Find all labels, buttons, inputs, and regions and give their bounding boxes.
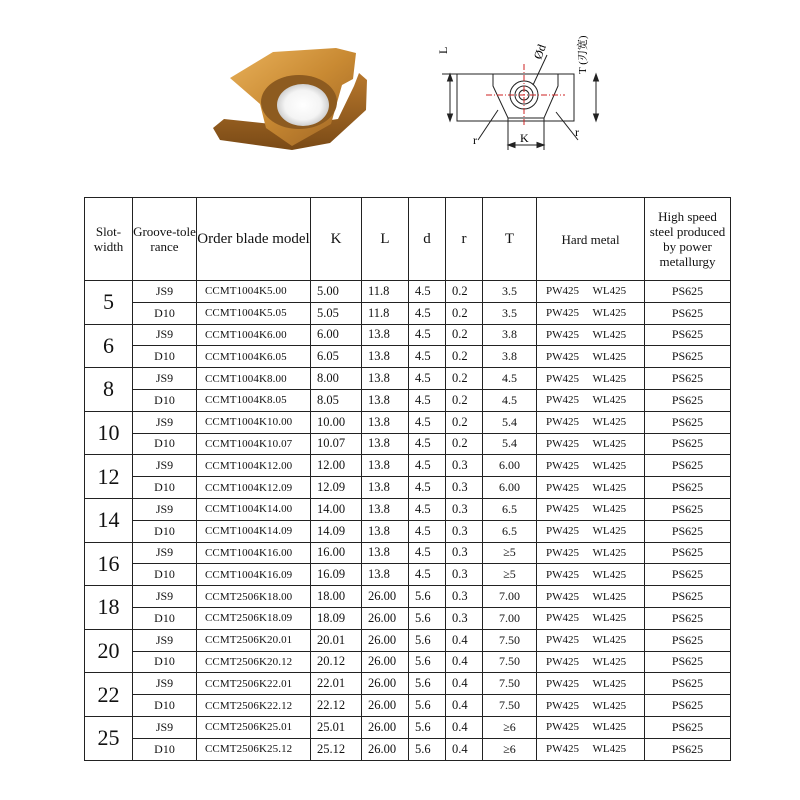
label-k: K: [520, 131, 529, 145]
hard-metal-pw-cell: PW425: [537, 542, 591, 564]
model-cell: CCMT1004K14.00: [197, 498, 311, 520]
l-cell: 26.00: [362, 716, 409, 738]
header-l: L: [362, 198, 409, 281]
l-arrow-bottom: [448, 114, 453, 121]
model-cell: CCMT1004K10.00: [197, 411, 311, 433]
groove-tolerance-cell: D10: [133, 389, 197, 411]
hss-cell: PS625: [645, 455, 731, 477]
hss-cell: PS625: [645, 477, 731, 499]
hss-cell: PS625: [645, 368, 731, 390]
r-cell: 0.2: [446, 368, 483, 390]
d-cell: 5.6: [409, 586, 446, 608]
hss-cell: PS625: [645, 542, 731, 564]
hss-cell: PS625: [645, 673, 731, 695]
model-cell: CCMT2506K22.01: [197, 673, 311, 695]
t-cell: 3.8: [483, 324, 537, 346]
d-cell: 4.5: [409, 411, 446, 433]
table-row: [85, 477, 731, 499]
r-cell: 0.2: [446, 389, 483, 411]
product-figure-svg: [0, 0, 800, 195]
r-cell: 0.2: [446, 324, 483, 346]
k-cell: 12.00: [311, 455, 362, 477]
groove-tolerance-cell: D10: [133, 520, 197, 542]
slot-width-cell: 8: [85, 368, 133, 412]
model-cell: CCMT1004K8.05: [197, 389, 311, 411]
groove-tolerance-cell: JS9: [133, 586, 197, 608]
hard-metal-wl-cell: WL425: [591, 651, 645, 673]
k-cell: 25.01: [311, 716, 362, 738]
t-cell: 4.5: [483, 389, 537, 411]
k-cell: 22.01: [311, 673, 362, 695]
hss-cell: PS625: [645, 411, 731, 433]
groove-tolerance-cell: D10: [133, 695, 197, 717]
r-cell: 0.2: [446, 433, 483, 455]
k-arrow-right: [537, 143, 544, 148]
groove-tolerance-cell: D10: [133, 651, 197, 673]
r-cell: 0.3: [446, 477, 483, 499]
r-cell: 0.4: [446, 651, 483, 673]
hard-metal-wl-cell: WL425: [591, 564, 645, 586]
hard-metal-wl-cell: WL425: [591, 281, 645, 303]
hard-metal-pw-cell: PW425: [537, 455, 591, 477]
k-cell: 25.12: [311, 738, 362, 760]
hss-cell: PS625: [645, 651, 731, 673]
t-cell: 7.00: [483, 586, 537, 608]
table-row: [85, 302, 731, 324]
k-cell: 18.00: [311, 586, 362, 608]
d-cell: 4.5: [409, 368, 446, 390]
groove-tolerance-cell: JS9: [133, 281, 197, 303]
model-cell: CCMT2506K20.01: [197, 629, 311, 651]
l-cell: 13.8: [362, 477, 409, 499]
hard-metal-wl-cell: WL425: [591, 346, 645, 368]
t-cell: 6.5: [483, 498, 537, 520]
t-cell: ≥5: [483, 564, 537, 586]
table-row: [85, 738, 731, 760]
table-row: [85, 716, 731, 738]
l-cell: 26.00: [362, 673, 409, 695]
d-cell: 5.6: [409, 629, 446, 651]
table-row: [85, 520, 731, 542]
slot-width-cell: 10: [85, 411, 133, 455]
k-arrow-left: [508, 143, 515, 148]
groove-tolerance-cell: D10: [133, 738, 197, 760]
hss-cell: PS625: [645, 607, 731, 629]
slot-width-cell: 22: [85, 673, 133, 717]
label-r-right: r: [575, 125, 579, 139]
hard-metal-wl-cell: WL425: [591, 411, 645, 433]
hard-metal-wl-cell: WL425: [591, 520, 645, 542]
r-left-leader: [478, 110, 498, 140]
r-cell: 0.2: [446, 302, 483, 324]
label-d: Ød: [530, 42, 549, 62]
r-cell: 0.4: [446, 629, 483, 651]
model-cell: CCMT1004K12.00: [197, 455, 311, 477]
t-cell: 6.5: [483, 520, 537, 542]
spec-table: [84, 197, 731, 761]
groove-tolerance-cell: D10: [133, 564, 197, 586]
d-cell: 4.5: [409, 564, 446, 586]
l-cell: 13.8: [362, 433, 409, 455]
model-cell: CCMT1004K6.00: [197, 324, 311, 346]
d-cell: 4.5: [409, 498, 446, 520]
k-cell: 8.05: [311, 389, 362, 411]
table-row: [85, 281, 731, 303]
hard-metal-wl-cell: WL425: [591, 302, 645, 324]
l-cell: 13.8: [362, 411, 409, 433]
t-cell: 7.50: [483, 651, 537, 673]
r-cell: 0.4: [446, 695, 483, 717]
hard-metal-wl-cell: WL425: [591, 738, 645, 760]
model-cell: CCMT1004K8.00: [197, 368, 311, 390]
model-cell: CCMT2506K25.12: [197, 738, 311, 760]
l-cell: 26.00: [362, 586, 409, 608]
t-cell: ≥5: [483, 542, 537, 564]
t-cell: 6.00: [483, 477, 537, 499]
hard-metal-pw-cell: PW425: [537, 629, 591, 651]
table-row: [85, 673, 731, 695]
t-cell: 5.4: [483, 411, 537, 433]
label-l: L: [436, 46, 450, 54]
d-cell: 5.6: [409, 738, 446, 760]
k-cell: 22.12: [311, 695, 362, 717]
hard-metal-wl-cell: WL425: [591, 324, 645, 346]
table-row: [85, 564, 731, 586]
l-cell: 11.8: [362, 281, 409, 303]
hard-metal-wl-cell: WL425: [591, 477, 645, 499]
d-cell: 4.5: [409, 455, 446, 477]
d-cell: 4.5: [409, 520, 446, 542]
t-cell: ≥6: [483, 738, 537, 760]
header-r: r: [446, 198, 483, 281]
groove-tolerance-cell: JS9: [133, 324, 197, 346]
slot-width-cell: 6: [85, 324, 133, 368]
slot-width-cell: 12: [85, 455, 133, 499]
d-cell: 4.5: [409, 433, 446, 455]
hard-metal-wl-cell: WL425: [591, 455, 645, 477]
model-cell: CCMT1004K16.09: [197, 564, 311, 586]
model-cell: CCMT1004K14.09: [197, 520, 311, 542]
hss-cell: PS625: [645, 520, 731, 542]
k-cell: 10.00: [311, 411, 362, 433]
model-cell: CCMT2506K20.12: [197, 651, 311, 673]
hss-cell: PS625: [645, 695, 731, 717]
hard-metal-pw-cell: PW425: [537, 346, 591, 368]
t-cell: 3.8: [483, 346, 537, 368]
hard-metal-pw-cell: PW425: [537, 673, 591, 695]
r-cell: 0.4: [446, 673, 483, 695]
slot-width-cell: 16: [85, 542, 133, 586]
model-cell: CCMT1004K6.05: [197, 346, 311, 368]
table-row: [85, 368, 731, 390]
l-cell: 26.00: [362, 738, 409, 760]
r-cell: 0.2: [446, 411, 483, 433]
t-cell: ≥6: [483, 716, 537, 738]
hard-metal-wl-cell: WL425: [591, 498, 645, 520]
insert-hole: [277, 84, 329, 126]
table-row: [85, 389, 731, 411]
hss-cell: PS625: [645, 738, 731, 760]
r-cell: 0.3: [446, 542, 483, 564]
hard-metal-pw-cell: PW425: [537, 498, 591, 520]
hss-cell: PS625: [645, 629, 731, 651]
model-cell: CCMT1004K5.00: [197, 281, 311, 303]
header-hard-metal: Hard metal: [537, 198, 645, 281]
hss-cell: PS625: [645, 281, 731, 303]
l-cell: 26.00: [362, 629, 409, 651]
hard-metal-wl-cell: WL425: [591, 629, 645, 651]
hard-metal-pw-cell: PW425: [537, 607, 591, 629]
hss-cell: PS625: [645, 498, 731, 520]
l-cell: 11.8: [362, 302, 409, 324]
groove-tolerance-cell: JS9: [133, 629, 197, 651]
t-cell: 3.5: [483, 302, 537, 324]
model-cell: CCMT2506K18.09: [197, 607, 311, 629]
l-cell: 26.00: [362, 607, 409, 629]
k-cell: 6.05: [311, 346, 362, 368]
slot-width-cell: 14: [85, 498, 133, 542]
l-cell: 13.8: [362, 455, 409, 477]
groove-tolerance-cell: D10: [133, 477, 197, 499]
table-row: [85, 695, 731, 717]
table-row: [85, 586, 731, 608]
hard-metal-pw-cell: PW425: [537, 411, 591, 433]
k-cell: 20.12: [311, 651, 362, 673]
groove-tolerance-cell: JS9: [133, 673, 197, 695]
header-groove-tolerance: Groove-tolerance: [133, 198, 197, 281]
k-cell: 12.09: [311, 477, 362, 499]
label-t: T (刃宽): [577, 35, 589, 74]
slot-width-cell: 5: [85, 281, 133, 325]
d-cell: 4.5: [409, 302, 446, 324]
r-cell: 0.3: [446, 520, 483, 542]
l-cell: 26.00: [362, 695, 409, 717]
table-row: [85, 542, 731, 564]
hss-cell: PS625: [645, 433, 731, 455]
t-cell: 7.50: [483, 695, 537, 717]
t-cell: 3.5: [483, 281, 537, 303]
d-cell: 5.6: [409, 651, 446, 673]
hard-metal-pw-cell: PW425: [537, 651, 591, 673]
hss-cell: PS625: [645, 389, 731, 411]
hss-cell: PS625: [645, 302, 731, 324]
k-cell: 16.09: [311, 564, 362, 586]
hard-metal-pw-cell: PW425: [537, 477, 591, 499]
r-cell: 0.3: [446, 498, 483, 520]
groove-tolerance-cell: JS9: [133, 498, 197, 520]
hss-cell: PS625: [645, 346, 731, 368]
hard-metal-pw-cell: PW425: [537, 433, 591, 455]
r-cell: 0.2: [446, 346, 483, 368]
groove-tolerance-cell: JS9: [133, 542, 197, 564]
hard-metal-wl-cell: WL425: [591, 586, 645, 608]
header-order-blade-model: Order blade model: [197, 198, 311, 281]
hard-metal-wl-cell: WL425: [591, 695, 645, 717]
d-cell: 5.6: [409, 673, 446, 695]
d-cell: 4.5: [409, 477, 446, 499]
header-k: K: [311, 198, 362, 281]
t-arrow-bottom: [594, 114, 599, 121]
hss-cell: PS625: [645, 324, 731, 346]
hard-metal-pw-cell: PW425: [537, 368, 591, 390]
d-cell: 5.6: [409, 695, 446, 717]
groove-tolerance-cell: D10: [133, 302, 197, 324]
hard-metal-pw-cell: PW425: [537, 281, 591, 303]
r-cell: 0.4: [446, 716, 483, 738]
slot-width-cell: 25: [85, 716, 133, 760]
t-cell: 7.50: [483, 673, 537, 695]
insert-photo: [213, 48, 367, 150]
hard-metal-wl-cell: WL425: [591, 607, 645, 629]
table-row: [85, 433, 731, 455]
l-cell: 13.8: [362, 520, 409, 542]
hard-metal-pw-cell: PW425: [537, 586, 591, 608]
l-arrow-top: [448, 74, 453, 81]
k-cell: 5.05: [311, 302, 362, 324]
table-row: [85, 455, 731, 477]
r-cell: 0.4: [446, 738, 483, 760]
l-cell: 13.8: [362, 324, 409, 346]
header-slot-width: Slot-width: [85, 198, 133, 281]
model-cell: CCMT2506K25.01: [197, 716, 311, 738]
table-row: [85, 411, 731, 433]
r-cell: 0.3: [446, 607, 483, 629]
d-cell: 4.5: [409, 346, 446, 368]
k-cell: 5.00: [311, 281, 362, 303]
hard-metal-pw-cell: PW425: [537, 695, 591, 717]
t-arrow-top: [594, 74, 599, 81]
hard-metal-wl-cell: WL425: [591, 716, 645, 738]
hard-metal-pw-cell: PW425: [537, 324, 591, 346]
hard-metal-wl-cell: WL425: [591, 389, 645, 411]
d-cell: 4.5: [409, 542, 446, 564]
hss-cell: PS625: [645, 564, 731, 586]
d-cell: 4.5: [409, 281, 446, 303]
table-row: [85, 346, 731, 368]
l-cell: 26.00: [362, 651, 409, 673]
hard-metal-pw-cell: PW425: [537, 389, 591, 411]
table-row: [85, 607, 731, 629]
l-cell: 13.8: [362, 542, 409, 564]
k-cell: 18.09: [311, 607, 362, 629]
header-t: T: [483, 198, 537, 281]
groove-tolerance-cell: JS9: [133, 411, 197, 433]
l-cell: 13.8: [362, 389, 409, 411]
d-cell: 5.6: [409, 607, 446, 629]
hard-metal-wl-cell: WL425: [591, 673, 645, 695]
d-cell: 5.6: [409, 716, 446, 738]
table-body: [85, 281, 731, 761]
r-cell: 0.2: [446, 281, 483, 303]
l-cell: 13.8: [362, 564, 409, 586]
header-d: d: [409, 198, 446, 281]
r-cell: 0.3: [446, 455, 483, 477]
hard-metal-pw-cell: PW425: [537, 520, 591, 542]
groove-tolerance-cell: JS9: [133, 368, 197, 390]
groove-tolerance-cell: JS9: [133, 716, 197, 738]
groove-tolerance-cell: JS9: [133, 455, 197, 477]
hss-cell: PS625: [645, 586, 731, 608]
hard-metal-pw-cell: PW425: [537, 564, 591, 586]
t-cell: 5.4: [483, 433, 537, 455]
t-cell: 4.5: [483, 368, 537, 390]
d-cell: 4.5: [409, 324, 446, 346]
l-cell: 13.8: [362, 346, 409, 368]
groove-tolerance-cell: D10: [133, 346, 197, 368]
header-high-speed-steel: High speed steel produced by power metallurgy: [645, 198, 731, 281]
slot-width-cell: 18: [85, 586, 133, 630]
r-cell: 0.3: [446, 586, 483, 608]
k-cell: 6.00: [311, 324, 362, 346]
model-cell: CCMT2506K18.00: [197, 586, 311, 608]
table-row: [85, 324, 731, 346]
hard-metal-pw-cell: PW425: [537, 302, 591, 324]
t-cell: 7.00: [483, 607, 537, 629]
l-cell: 13.8: [362, 498, 409, 520]
hard-metal-wl-cell: WL425: [591, 433, 645, 455]
table-row: [85, 651, 731, 673]
k-cell: 14.09: [311, 520, 362, 542]
t-cell: 7.50: [483, 629, 537, 651]
l-cell: 13.8: [362, 368, 409, 390]
product-figure: [0, 0, 800, 195]
model-cell: CCMT2506K22.12: [197, 695, 311, 717]
groove-tolerance-cell: D10: [133, 433, 197, 455]
k-cell: 8.00: [311, 368, 362, 390]
k-cell: 14.00: [311, 498, 362, 520]
k-cell: 20.01: [311, 629, 362, 651]
hard-metal-wl-cell: WL425: [591, 542, 645, 564]
hss-cell: PS625: [645, 716, 731, 738]
k-cell: 10.07: [311, 433, 362, 455]
model-cell: CCMT1004K5.05: [197, 302, 311, 324]
hard-metal-pw-cell: PW425: [537, 716, 591, 738]
model-cell: CCMT1004K16.00: [197, 542, 311, 564]
r-cell: 0.3: [446, 564, 483, 586]
table-row: [85, 498, 731, 520]
d-cell: 4.5: [409, 389, 446, 411]
label-r-left: r: [473, 133, 477, 147]
hard-metal-pw-cell: PW425: [537, 738, 591, 760]
hard-metal-wl-cell: WL425: [591, 368, 645, 390]
groove-tolerance-cell: D10: [133, 607, 197, 629]
t-cell: 6.00: [483, 455, 537, 477]
model-cell: CCMT1004K10.07: [197, 433, 311, 455]
slot-width-cell: 20: [85, 629, 133, 673]
model-cell: CCMT1004K12.09: [197, 477, 311, 499]
table-header-row: [85, 198, 731, 281]
table-row: [85, 629, 731, 651]
k-cell: 16.00: [311, 542, 362, 564]
